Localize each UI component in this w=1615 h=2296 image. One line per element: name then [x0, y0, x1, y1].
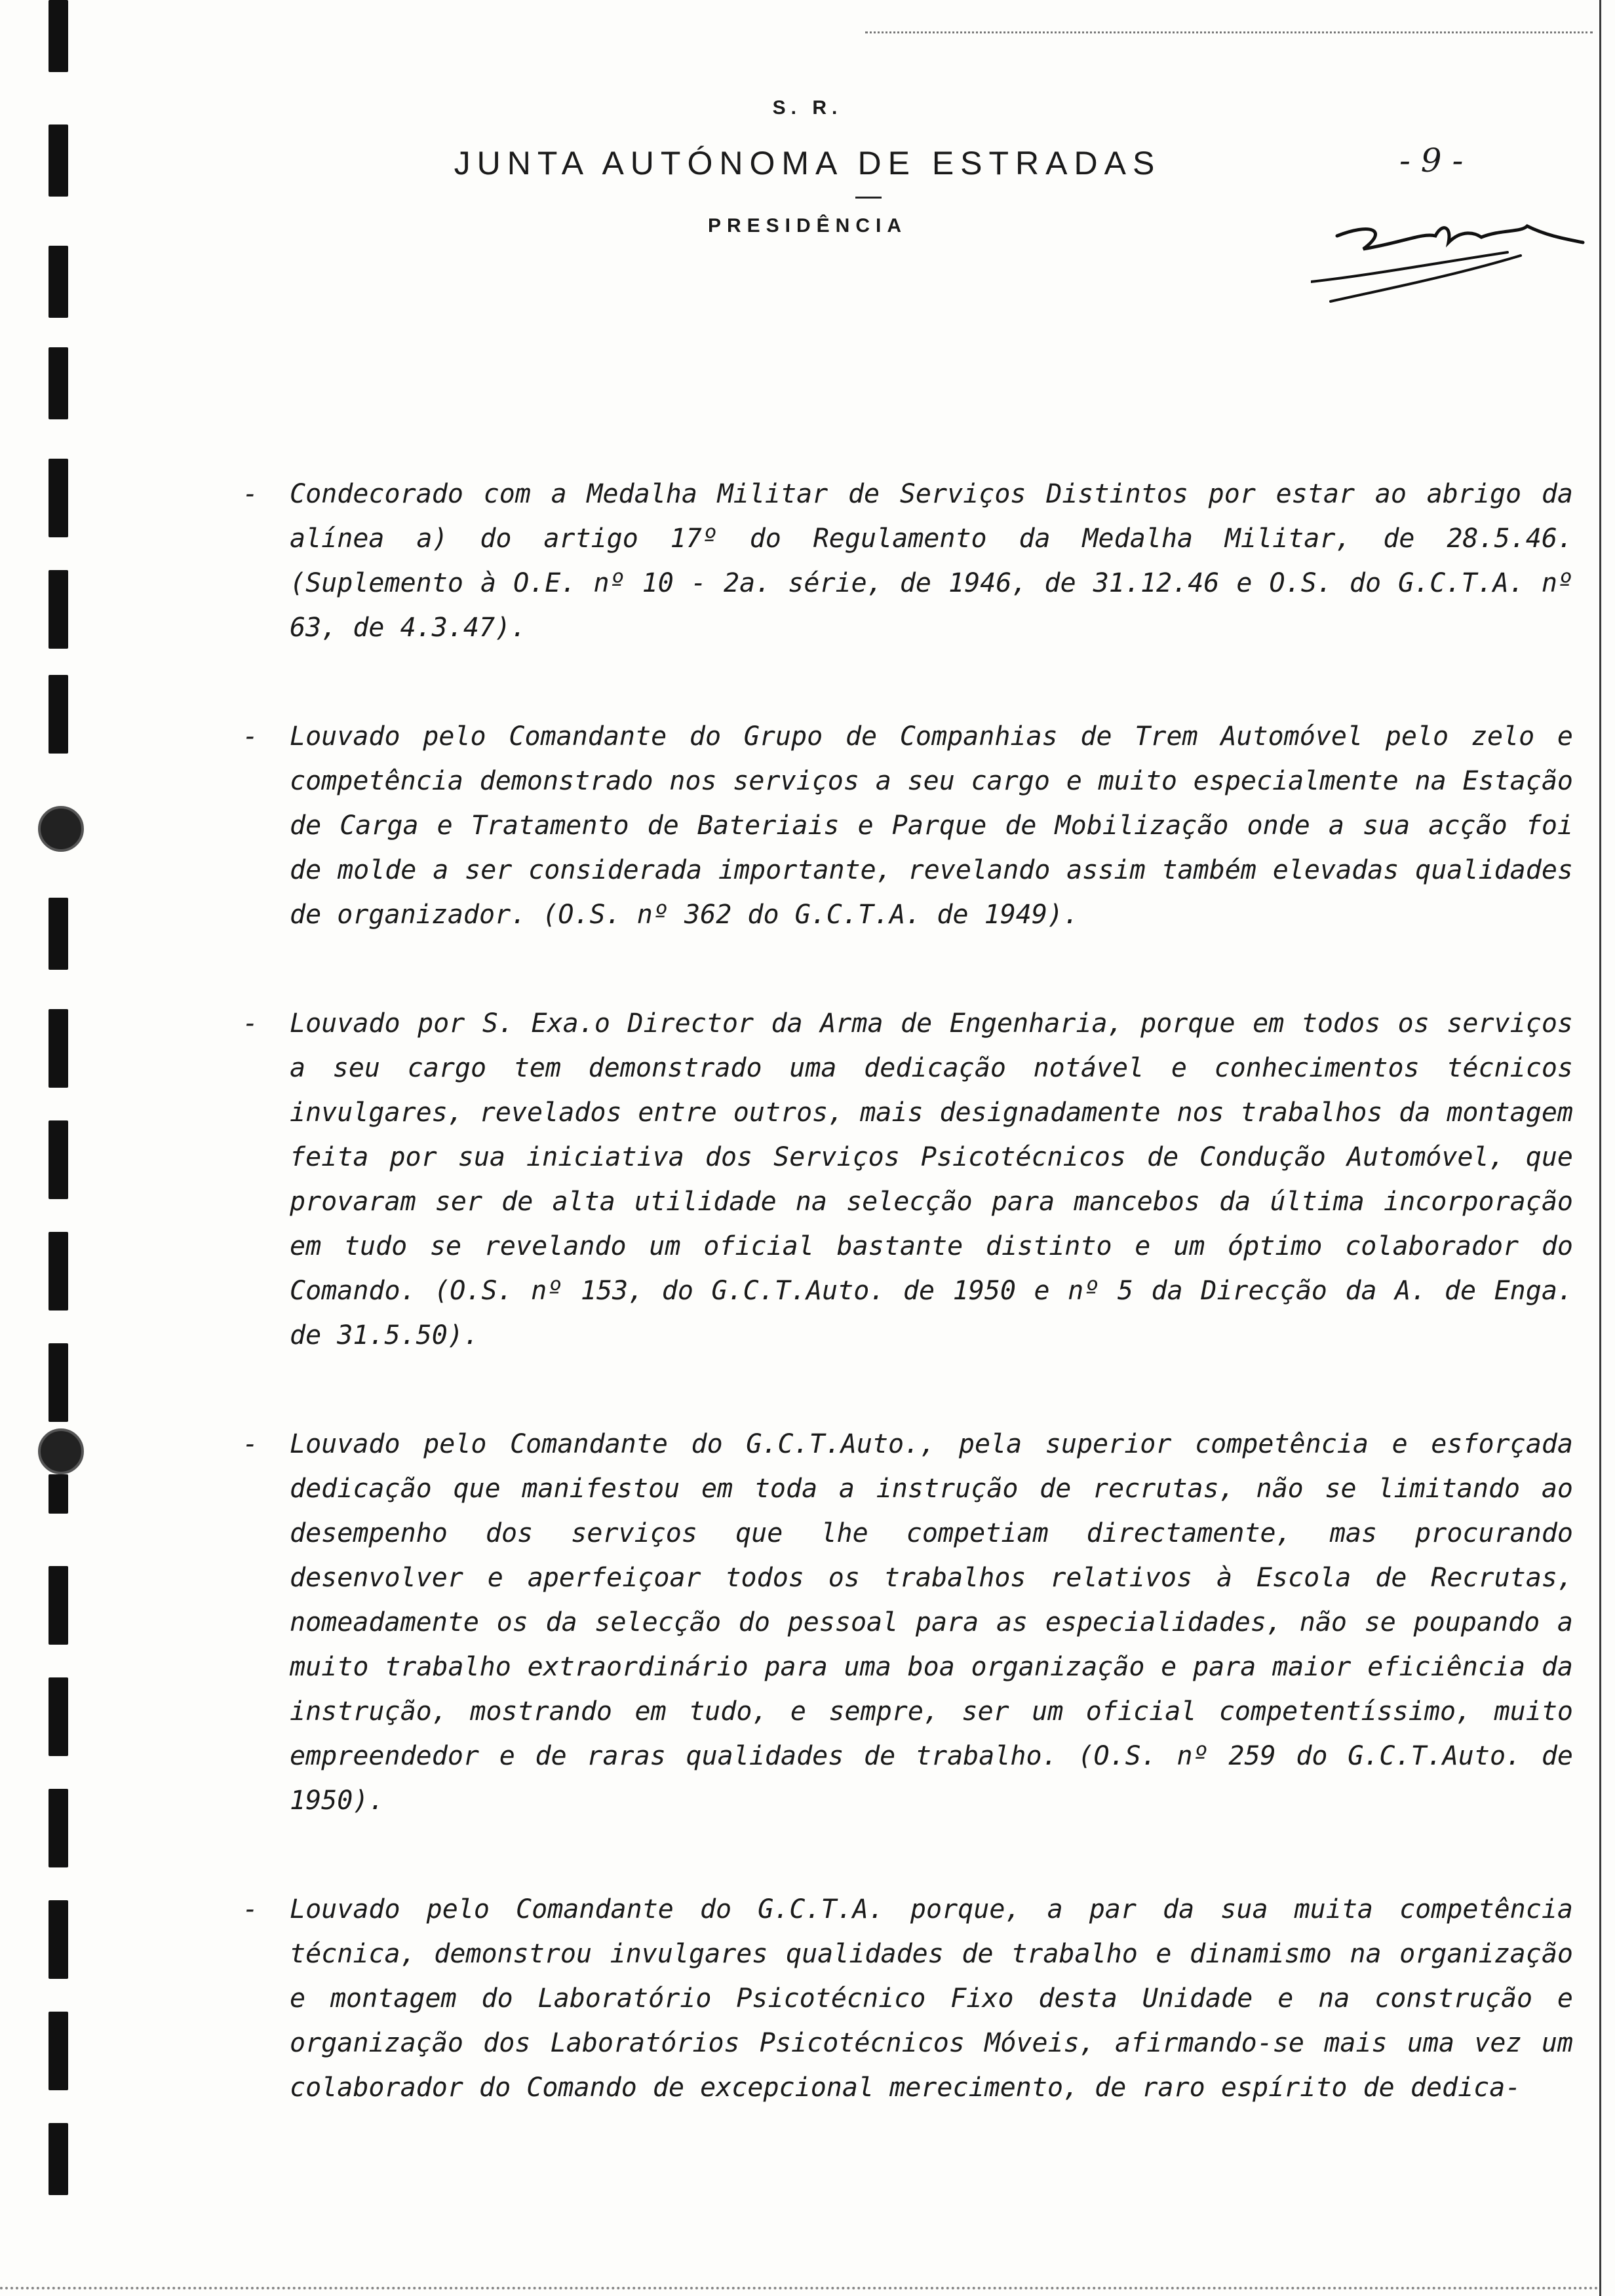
binding-mark: [49, 1566, 68, 1645]
binding-mark: [49, 1900, 68, 1979]
binding-mark: [49, 570, 68, 649]
page-number: - 9 -: [1399, 142, 1464, 180]
handwritten-signature: [1311, 197, 1586, 308]
binding-mark: [49, 0, 68, 72]
list-dash: -: [243, 1894, 259, 1924]
binding-mark: [49, 1789, 68, 1867]
document-body: [243, 472, 1573, 2174]
binding-mark: [49, 1120, 68, 1199]
entry-text: Louvado por S. Exa.o Director da Arma de Engenharia, porque em todos os serviços a seu cargo tem demonstrado uma dedicação notável e conhecimentos técnicos invulgares, revelados entre outros, mais designadamente nos trabalhos da montagem feita por sua iniciativa dos Serviços Psicotécnicos de Condução Automóvel, que provaram ser de alta utilidade na selecção para mancebos da última incorporação em tudo se revelando um oficial bastante distinto e um óptimo colaborador do Comando. (O.S. nº 153, do G.C.T.Auto. de 1950 e nº 5 da Direcção da A. de Enga. de 31.5.50).: [290, 1008, 1573, 1350]
scan-artifact: [865, 31, 1593, 33]
punch-hole: [38, 806, 84, 852]
page-fold-line: [1599, 0, 1601, 2296]
list-dash: -: [243, 1429, 259, 1459]
entry-louvor-laboratorio: [243, 1887, 1573, 2110]
binding-mark: [49, 675, 68, 754]
binding-mark: [49, 1009, 68, 1088]
header-divider: [855, 197, 882, 199]
binding-mark: [49, 459, 68, 537]
binding-mark: [49, 2012, 68, 2090]
entry-louvor-1949: [243, 714, 1573, 937]
punch-hole: [38, 1428, 84, 1474]
list-dash: -: [243, 479, 259, 509]
binding-mark: [49, 1677, 68, 1756]
entry-condecoracao: [243, 472, 1573, 650]
list-dash: -: [243, 1008, 259, 1039]
entry-louvor-recrutas: [243, 1422, 1573, 1823]
binding-mark: [49, 898, 68, 970]
binding-mark: [49, 1474, 68, 1514]
entry-text: Louvado pelo Comandante do G.C.T.A. porque, a par da sua muita competência técnica, demonstrou invulgares qualidades de trabalho e dinamismo na organização e montagem do Laboratório Psicotécnico Fixo desta Unidade e na construção e organização dos Laboratórios Psicotécnicos Móveis, afirmando-se mais uma vez um colaborador do Comando de excepcional merecimento, de raro espírito de dedica-: [290, 1894, 1573, 2103]
list-dash: -: [243, 721, 259, 752]
binding-mark: [49, 347, 68, 419]
entry-text: Louvado pelo Comandante do G.C.T.Auto., pela superior competência e esforçada dedicação que manifestou em toda a instrução de recrutas, não se limitando ao desempenho dos serviços que lhe competiam directamente, mas procurando desenvolver e aperfeiçoar todos os trabalhos relativos à Escola de Recrutas, nomeadamente os da selecção do pessoal para as especialidades, não se poupando a muito trabalho extraordinário para uma boa organização e para maior eficiência da instrução, mostrando em tudo, e sempre, ser um oficial competentíssimo, muito empreendedor e de raras qualidades de trabalho. (O.S. nº 259 do G.C.T.Auto. de 1950).: [290, 1429, 1573, 1816]
binding-mark: [49, 2123, 68, 2195]
organization-title: JUNTA AUTÓNOMA DE ESTRADAS: [454, 145, 1161, 182]
entry-louvor-director: [243, 1001, 1573, 1358]
department-title: PRESIDÊNCIA: [707, 215, 908, 237]
binding-mark: [49, 1343, 68, 1422]
binding-mark: [49, 1232, 68, 1311]
scan-artifact: [0, 2287, 1599, 2289]
entry-text: Louvado pelo Comandante do Grupo de Companhias de Trem Automóvel pelo zelo e competência demonstrado nos serviços a seu cargo e muito especialmente na Estação de Carga e Tratamento de Bateriais e Parque de Mobilização onde a sua acção foi de molde a ser considerada importante, revelando assim também elevadas qualidades de organizador. (O.S. nº 362 do G.C.T.A. de 1949).: [290, 721, 1573, 930]
header-sr: S. R.: [772, 97, 843, 119]
entry-text: Condecorado com a Medalha Militar de Serviços Distintos por estar ao abrigo da alínea a) do artigo 17º do Regulamento da Medalha Militar, de 28.5.46. (Suplemento à O.E. nº 10 - 2a. série, de 1946, de 31.12.46 e O.S. do G.C.T.A. nº 63, de 4.3.47).: [290, 479, 1573, 643]
binding-mark: [49, 246, 68, 318]
